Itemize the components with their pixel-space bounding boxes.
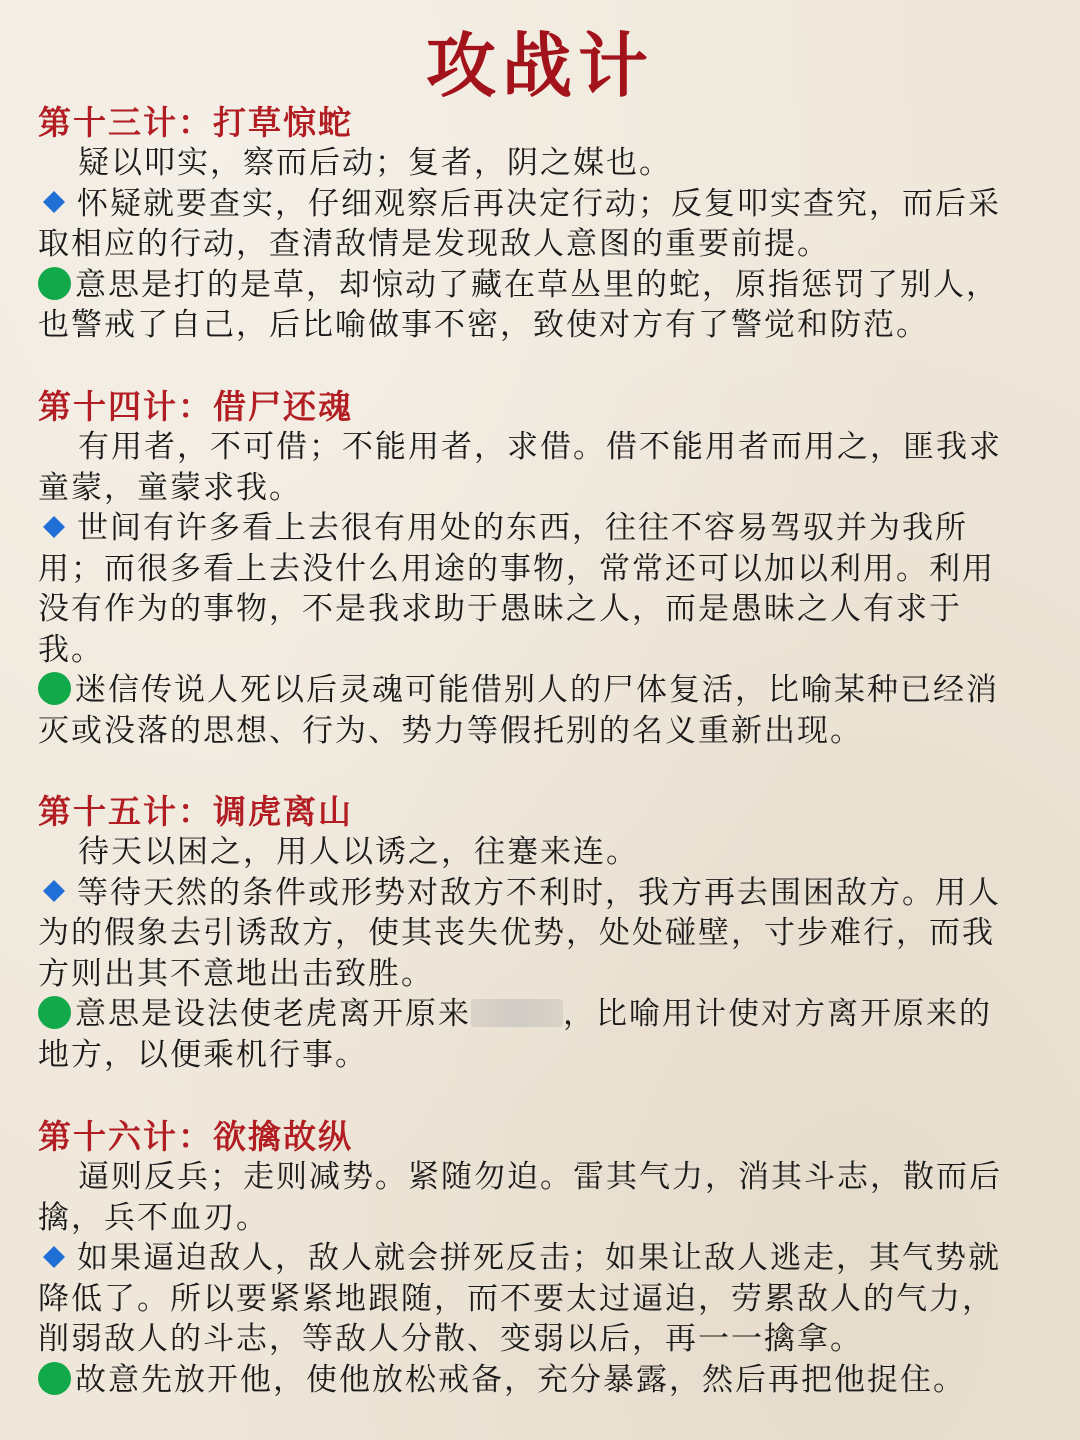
explanation-line bbox=[38, 1238, 1038, 1279]
explanation-line: 取相应的行动，查清敌情是发现敌人意图的重要前提。 bbox=[38, 226, 830, 262]
green-circle-icon bbox=[38, 996, 71, 1029]
blurred-text bbox=[471, 999, 563, 1027]
meaning-text: 意思是打的是草，却惊动了藏在草丛里的蛇，原指惩罚了别人， bbox=[75, 266, 999, 303]
explanation-line: 为的假象去引诱敌方，使其丧失优势，处处碰壁，寸步难行，而我 bbox=[38, 915, 995, 951]
stratagem-15 bbox=[38, 792, 1038, 1075]
meaning-line: 也警戒了自己，后比喻做事不密，致使对方有了警觉和防范。 bbox=[38, 307, 929, 343]
explanation-text: 世间有许多看上去很有用处的东西，往往不容易驾驭并为我所 bbox=[77, 510, 968, 546]
explanation-line: 没有作为的事物，不是我求助于愚昧之人，而是愚昧之人有求于 bbox=[38, 591, 962, 627]
section-heading: 第十三计：打草惊蛇 bbox=[38, 103, 353, 142]
original-text-line: 待天以困之，用人以诱之，往蹇来连。 bbox=[78, 834, 639, 870]
blue-diamond-icon bbox=[43, 191, 65, 213]
meaning-text: 意思是设法使老虎离开原来 bbox=[75, 996, 471, 1032]
original-text-line: 有用者，不可借；不能用者，求借。借不能用者而用之，匪我求 bbox=[78, 429, 1002, 465]
original-text-line: 疑以叩实，察而后动；复者，阴之媒也。 bbox=[78, 145, 672, 181]
explanation-line: 方则出其不意地出击致胜。 bbox=[38, 955, 434, 992]
meaning-line bbox=[38, 265, 1038, 306]
green-circle-icon bbox=[38, 672, 71, 705]
explanation-line: 削弱敌人的斗志，等敌人分散、变弱以后，再一一擒拿。 bbox=[38, 1321, 863, 1357]
section-heading: 第十六计：欲擒故纵 bbox=[38, 1117, 353, 1156]
section-heading: 第十五计：调虎离山 bbox=[38, 792, 353, 831]
original-text-line: 擒，兵不血刃。 bbox=[38, 1199, 269, 1236]
meaning-line bbox=[38, 994, 1038, 1035]
section-heading: 第十四计：借尸还魂 bbox=[38, 387, 353, 426]
meaning-text: 迷信传说人死以后灵魂可能借别人的尸体复活，比喻某种已经消 bbox=[75, 672, 999, 708]
explanation-line: 用；而很多看上去没什么用途的事物，常常还可以加以利用。利用 bbox=[38, 550, 995, 587]
explanation-line bbox=[38, 508, 1038, 549]
explanation-line bbox=[38, 184, 1038, 225]
stratagem-16 bbox=[38, 1117, 1038, 1400]
stratagem-13 bbox=[38, 103, 1038, 346]
meaning-line bbox=[38, 670, 1038, 711]
blue-diamond-icon bbox=[43, 1246, 65, 1268]
explanation-text: 怀疑就要查实，仔细观察后再决定行动；反复叩实查究，而后采 bbox=[77, 185, 1001, 222]
page-title: 攻战计 bbox=[426, 24, 654, 107]
explanation-line: 降低了。所以要紧紧地跟随，而不要太过逼迫，劳累敌人的气力， bbox=[38, 1280, 995, 1317]
stratagem-14 bbox=[38, 387, 1038, 751]
blue-diamond-icon bbox=[43, 880, 65, 902]
explanation-line: 我。 bbox=[38, 631, 104, 668]
explanation-line bbox=[38, 873, 1038, 914]
original-text-line: 逼则反兵；走则减势。紧随勿迫。雷其气力，消其斗志，散而后 bbox=[78, 1159, 1002, 1195]
green-circle-icon bbox=[38, 1362, 71, 1395]
explanation-text: 如果逼迫敌人，敌人就会拼死反击；如果让敌人逃走，其气势就 bbox=[77, 1240, 1001, 1276]
meaning-line: 灭或没落的思想、行为、势力等假托别的名义重新出现。 bbox=[38, 712, 863, 749]
meaning-line: 地方，以便乘机行事。 bbox=[38, 1036, 368, 1073]
meaning-text: 故意先放开他，使他放松戒备，充分暴露，然后再把他捉住。 bbox=[75, 1361, 966, 1398]
green-circle-icon bbox=[38, 267, 71, 300]
blue-diamond-icon bbox=[43, 516, 65, 538]
meaning-line bbox=[38, 1360, 1038, 1401]
original-text-line: 童蒙，童蒙求我。 bbox=[38, 469, 302, 506]
meaning-text: ，比喻用计使对方离开原来的 bbox=[563, 996, 992, 1032]
explanation-text: 等待天然的条件或形势对敌方不利时，我方再去围困敌方。用人 bbox=[77, 874, 1001, 911]
